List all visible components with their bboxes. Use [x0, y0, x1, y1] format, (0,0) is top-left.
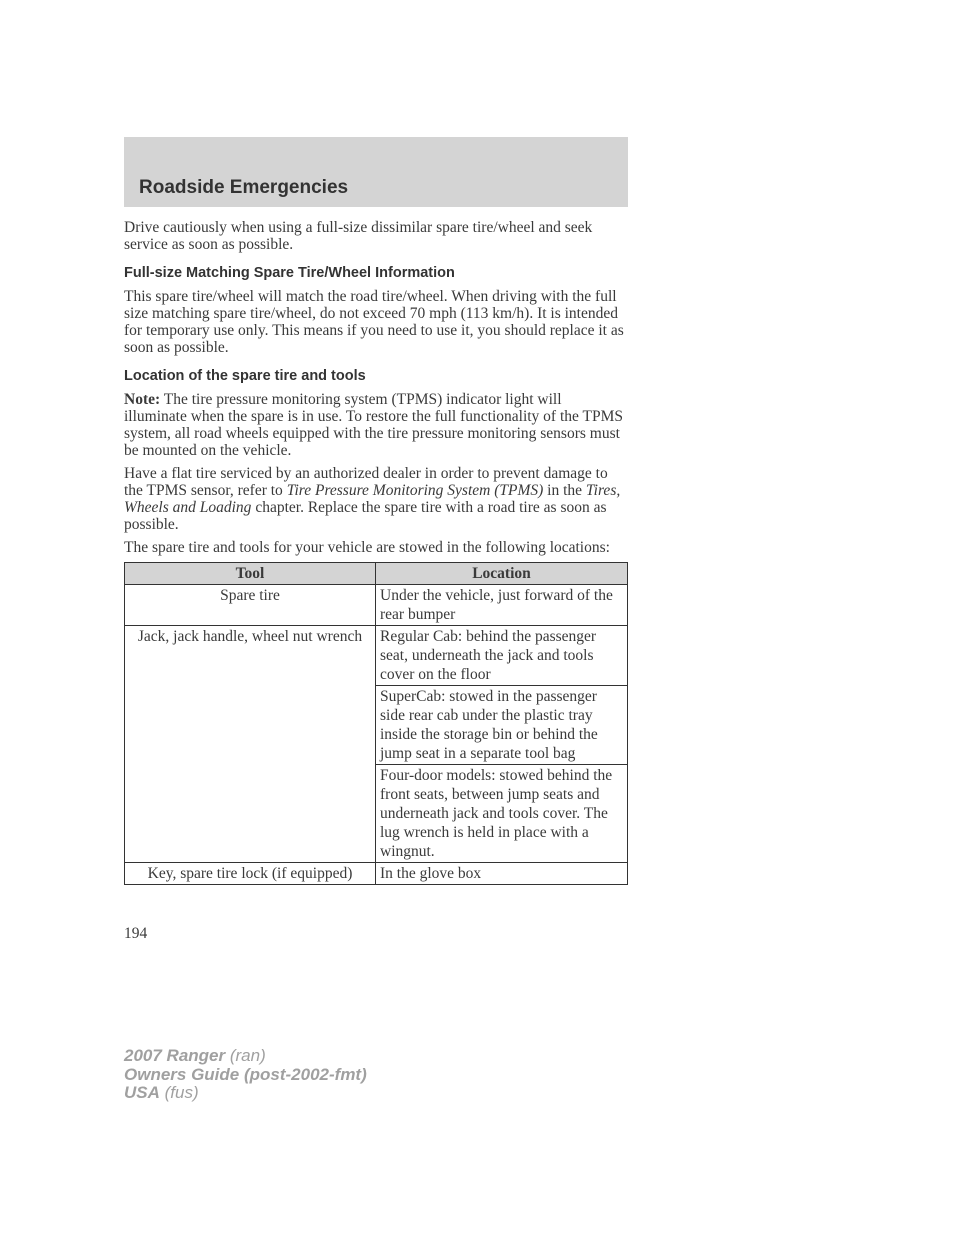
- stowage-intro-paragraph: The spare tire and tools for your vehicle are stowed in the following locations:: [124, 539, 610, 556]
- footer-guide: Owners Guide (post-2002-fmt): [124, 1064, 367, 1084]
- tool-cell: Spare tire: [125, 585, 376, 626]
- footer-line-market: [124, 1084, 367, 1103]
- note-label: Note:: [124, 391, 161, 408]
- document-footer: [124, 1047, 367, 1103]
- footer-market: USA: [124, 1083, 160, 1102]
- tpms-reference: Tire Pressure Monitoring System (TPMS): [286, 482, 544, 499]
- table-header-row: [125, 563, 628, 585]
- footer-line-guide: [124, 1066, 367, 1085]
- section-heading-matching-spare: Full-size Matching Spare Tire/Wheel Information: [124, 265, 455, 281]
- text-run: chapter. Replace the spare tire with a road tire as soon as possible.: [124, 499, 607, 533]
- column-header-location: Location: [376, 563, 628, 585]
- page-number: 194: [124, 925, 148, 942]
- tpms-service-paragraph: [124, 465, 628, 533]
- location-cell: Four-door models: stowed behind the front seats, between jump seats and underneath jack and tools cover. The lug wrench is held in place with a wingnut.: [376, 765, 628, 863]
- location-cell: Under the vehicle, just forward of the rear bumper: [376, 585, 628, 626]
- table-row: [125, 626, 628, 686]
- chapter-reference: Tires, Wheels and Loading: [124, 482, 621, 516]
- text-run: Have a flat tire serviced by an authorized dealer in order to prevent damage to the TPMS sensor, refer to: [124, 465, 608, 499]
- section-header-band: [124, 137, 628, 207]
- location-cell: SuperCab: stowed in the passenger side rear cab under the plastic tray inside the storage bin or behind the jump seat in a separate tool bag: [376, 686, 628, 765]
- footer-line-model: [124, 1047, 367, 1066]
- intro-paragraph: Drive cautiously when using a full-size dissimilar spare tire/wheel and seek service as soon as possible.: [124, 219, 593, 253]
- footer-market-code: (fus): [159, 1083, 199, 1102]
- tool-cell: Key, spare tire lock (if equipped): [125, 863, 376, 885]
- page-title: Roadside Emergencies: [139, 177, 349, 198]
- table-row: [125, 585, 628, 626]
- location-cell: Regular Cab: behind the passenger seat, underneath the jack and tools cover on the floor: [376, 626, 628, 686]
- footer-model: 2007 Ranger: [124, 1046, 226, 1065]
- location-cell: In the glove box: [376, 863, 628, 885]
- footer-model-code: (ran): [225, 1046, 266, 1065]
- matching-spare-paragraph: This spare tire/wheel will match the road tire/wheel. When driving with the full size matching spare tire/wheel, do not exceed 70 mph (113 km/h). It is intended for temporary use only. This means if you need to use it, you should replace it as soon as possible.: [124, 288, 624, 356]
- tool-cell: Jack, jack handle, wheel nut wrench: [125, 626, 376, 863]
- note-paragraph: [124, 391, 628, 459]
- column-header-tool: Tool: [125, 563, 376, 585]
- tools-location-table: [124, 562, 628, 885]
- text-run: in the: [543, 482, 586, 499]
- note-text: The tire pressure monitoring system (TPMS) indicator light will illuminate when the spare is in use. To restore the full functionality of the TPMS system, all road wheels equipped with the tire pressure monitoring sensors must be mounted on the vehicle.: [124, 391, 623, 459]
- main-content: [124, 219, 628, 885]
- section-heading-spare-location: Location of the spare tire and tools: [124, 368, 366, 384]
- table-row: [125, 863, 628, 885]
